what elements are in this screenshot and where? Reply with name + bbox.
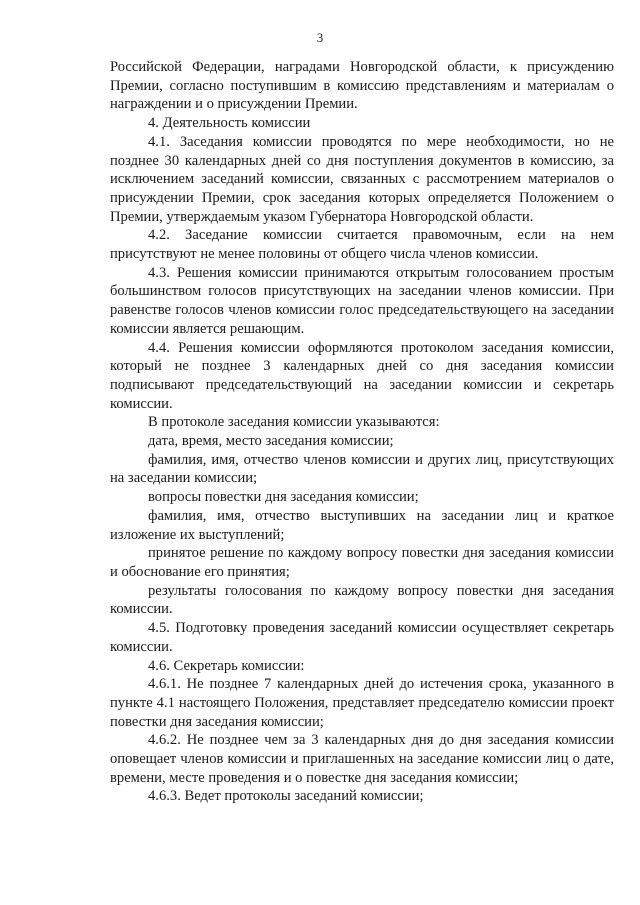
paragraph: 4.4. Решения комиссии оформляются протоколом заседания комиссии, который не позднее 3 календарных дней со дня заседания комиссии подписывают председательствующий на заседании комиссии и секретарь комиссии.: [110, 339, 614, 412]
list-item: вопросы повестки дня заседания комиссии;: [148, 489, 419, 506]
paragraph: 4.2. Заседание комиссии считается правомочным, если на нем присутствуют не менее половины от общего числа членов комиссии.: [110, 227, 614, 263]
paragraph: 4.3. Решения комиссии принимаются открытым голосованием простым большинством голосов присутствующих на заседании членов комиссии. При равенстве голосов членов комиссии голос председательствующего на заседании комиссии является решающим.: [110, 264, 614, 337]
paragraph: В протоколе заседания комиссии указываются:: [148, 414, 440, 431]
paragraph: 4.6.1. Не позднее 7 календарных дней до истечения срока, указанного в пункте 4.1 настоящего Положения, представляет председателю комиссии проект повестки дня заседания комиссии;: [110, 676, 614, 730]
list-item: дата, время, место заседания комиссии;: [148, 433, 394, 450]
document-body: [110, 58, 614, 806]
paragraph: 4.6. Секретарь комиссии:: [148, 657, 305, 674]
list-item: фамилия, имя, отчество выступивших на заседании лиц и краткое изложение их выступлений;: [110, 507, 614, 543]
paragraph: Российской Федерации, наградами Новгородской области, к присуждению Премии, согласно поступившим в комиссию представлениям и материалам о награждении и о присуждении Премии.: [110, 59, 614, 113]
paragraph: 4.6.3. Ведет протоколы заседаний комиссии;: [148, 788, 424, 805]
list-item: фамилия, имя, отчество членов комиссии и других лиц, присутствующих на заседании комиссии;: [110, 451, 614, 487]
list-item: принятое решение по каждому вопросу повестки дня заседания комиссии и обоснование его принятия;: [110, 545, 614, 580]
paragraph: 4.1. Заседания комиссии проводятся по мере необходимости, но не позднее 30 календарных дней со дня поступления документов в комиссию, за исключением заседаний комиссии, связанных с рассмотрением материалов о присуждении Премии, срок заседания которых определяется Положением о Премии, утверждаемым указом Губернатора Новгородской области.: [110, 133, 614, 225]
section-heading: 4. Деятельность комиссии: [148, 115, 311, 132]
paragraph: 4.5. Подготовку проведения заседаний комиссии осуществляет секретарь комиссии.: [110, 620, 614, 655]
page-number: 3: [316, 30, 324, 45]
paragraph: 4.6.2. Не позднее чем за 3 календарных дня до дня заседания комиссии оповещает членов комиссии и приглашенных на заседание комиссии лиц о дате, времени, месте проведения и о повестке дня заседания комиссии;: [110, 732, 614, 786]
list-item: результаты голосования по каждому вопросу повестки дня заседания комиссии.: [110, 582, 614, 618]
